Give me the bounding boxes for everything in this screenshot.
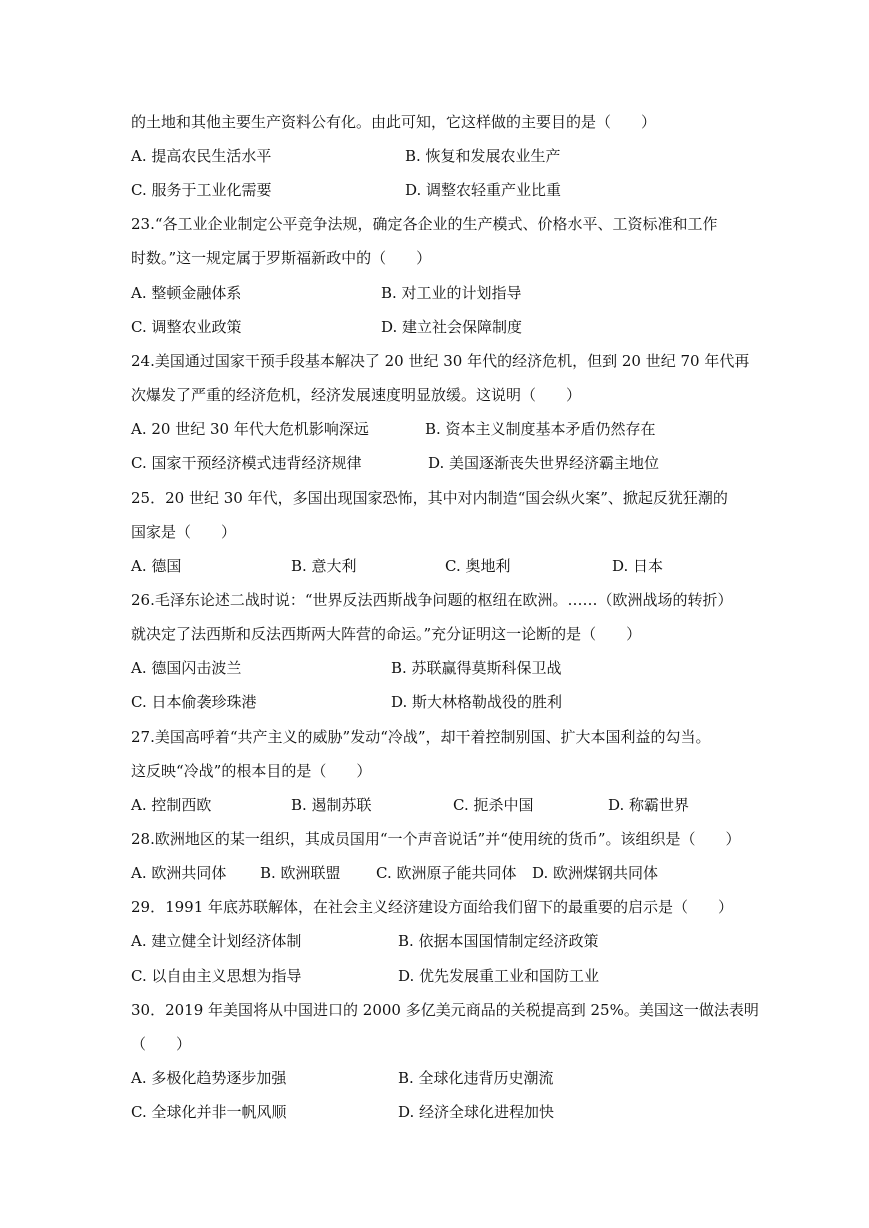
- question-22-stem-tail: 的土地和其他主要生产资料公有化。由此可知，它这样做的主要目的是（ ）: [131, 113, 657, 131]
- q25-option-d: D. 日本: [612, 557, 664, 575]
- question-30-stem-line2: （ ）: [131, 1035, 192, 1053]
- question-29-stem: 29．1991 年底苏联解体，在社会主义经济建设方面给我们留下的最重要的启示是（ ）: [131, 898, 734, 916]
- q29-option-b: B. 依据本国国情制定经济政策: [398, 932, 599, 950]
- q24-option-c: C. 国家干预经济模式违背经济规律: [131, 454, 362, 472]
- q29-option-d: D. 优先发展重工业和国防工业: [398, 967, 600, 985]
- q23-option-c: C. 调整农业政策: [131, 318, 242, 336]
- q26-option-b: B. 苏联赢得莫斯科保卫战: [391, 659, 562, 677]
- q24-option-b: B. 资本主义制度基本矛盾仍然存在: [425, 420, 656, 438]
- q25-option-c: C. 奥地利: [445, 557, 511, 575]
- q27-option-b: B. 遏制苏联: [291, 796, 372, 814]
- q26-option-c: C. 日本偷袭珍珠港: [131, 693, 257, 711]
- q26-option-d: D. 斯大林格勒战役的胜利: [391, 693, 563, 711]
- question-23-stem-line2: 时数。”这一规定属于罗斯福新政中的（ ）: [131, 249, 432, 267]
- q28-option-b: B. 欧洲联盟: [260, 864, 341, 882]
- question-27-stem-line1: 27.美国高呼着“共产主义的威胁”发动“冷战”，却干着控制别国、扩大本国利益的勾当。: [131, 728, 711, 746]
- q24-option-d: D. 美国逐渐丧失世界经济霸主地位: [428, 454, 660, 472]
- q26-option-a: A. 德国闪击波兰: [131, 659, 242, 677]
- question-25-stem-line2: 国家是（ ）: [131, 523, 237, 541]
- q30-option-a: A. 多极化趋势逐步加强: [131, 1069, 287, 1087]
- q23-option-d: D. 建立社会保障制度: [381, 318, 523, 336]
- question-23-stem-line1: 23.“各工业企业制定公平竞争法规，确定各企业的生产模式、价格水平、工资标准和工作: [131, 215, 718, 233]
- q28-option-c: C. 欧洲原子能共同体: [376, 864, 517, 882]
- q28-option-d: D. 欧洲煤钢共同体: [532, 864, 659, 882]
- q30-option-c: C. 全球化并非一帆风顺: [131, 1103, 287, 1121]
- question-24-stem-line1: 24.美国通过国家干预手段基本解决了 20 世纪 30 年代的经济危机，但到 20 世纪 70 年代再: [131, 352, 750, 370]
- q22-option-c: C. 服务于工业化需要: [131, 181, 272, 199]
- question-27-stem-line2: 这反映“冷战”的根本目的是（ ）: [131, 762, 372, 780]
- q27-option-d: D. 称霸世界: [608, 796, 690, 814]
- q22-option-d: D. 调整农轻重产业比重: [405, 181, 562, 199]
- q30-option-d: D. 经济全球化进程加快: [398, 1103, 555, 1121]
- q23-option-b: B. 对工业的计划指导: [381, 284, 522, 302]
- q28-option-a: A. 欧洲共同体: [131, 864, 227, 882]
- q22-option-b: B. 恢复和发展农业生产: [405, 147, 561, 165]
- q24-option-a: A. 20 世纪 30 年代大危机影响深远: [131, 420, 369, 438]
- q29-option-a: A. 建立健全计划经济体制: [131, 932, 302, 950]
- q22-option-a: A. 提高农民生活水平: [131, 147, 272, 165]
- question-28-stem: 28.欧洲地区的某一组织，其成员国用“一个声音说话”并“使用统的货币”。该组织是（ ）: [131, 830, 741, 848]
- question-25-stem-line1: 25．20 世纪 30 年代，多国出现国家恐怖，其中对内制造“国会纵火案”、掀起反犹狂潮的: [131, 489, 728, 507]
- q27-option-c: C. 扼杀中国: [453, 796, 534, 814]
- q29-option-c: C. 以自由主义思想为指导: [131, 967, 302, 985]
- q23-option-a: A. 整顿金融体系: [131, 284, 242, 302]
- q27-option-a: A. 控制西欧: [131, 796, 212, 814]
- question-24-stem-line2: 次爆发了严重的经济危机，经济发展速度明显放缓。这说明（ ）: [131, 386, 582, 404]
- question-26-stem-line2: 就决定了法西斯和反法西斯两大阵营的命运。”充分证明这一论断的是（ ）: [131, 625, 642, 643]
- q30-option-b: B. 全球化违背历史潮流: [398, 1069, 554, 1087]
- question-26-stem-line1: 26.毛泽东论述二战时说：“世界反法西斯战争问题的枢纽在欧洲。……（欧洲战场的转折）: [131, 591, 733, 609]
- q25-option-a: A. 德国: [131, 557, 182, 575]
- q25-option-b: B. 意大利: [291, 557, 357, 575]
- question-30-stem-line1: 30．2019 年美国将从中国进口的 2000 多亿美元商品的关税提高到 25%。美国这一做法表明: [131, 1001, 759, 1019]
